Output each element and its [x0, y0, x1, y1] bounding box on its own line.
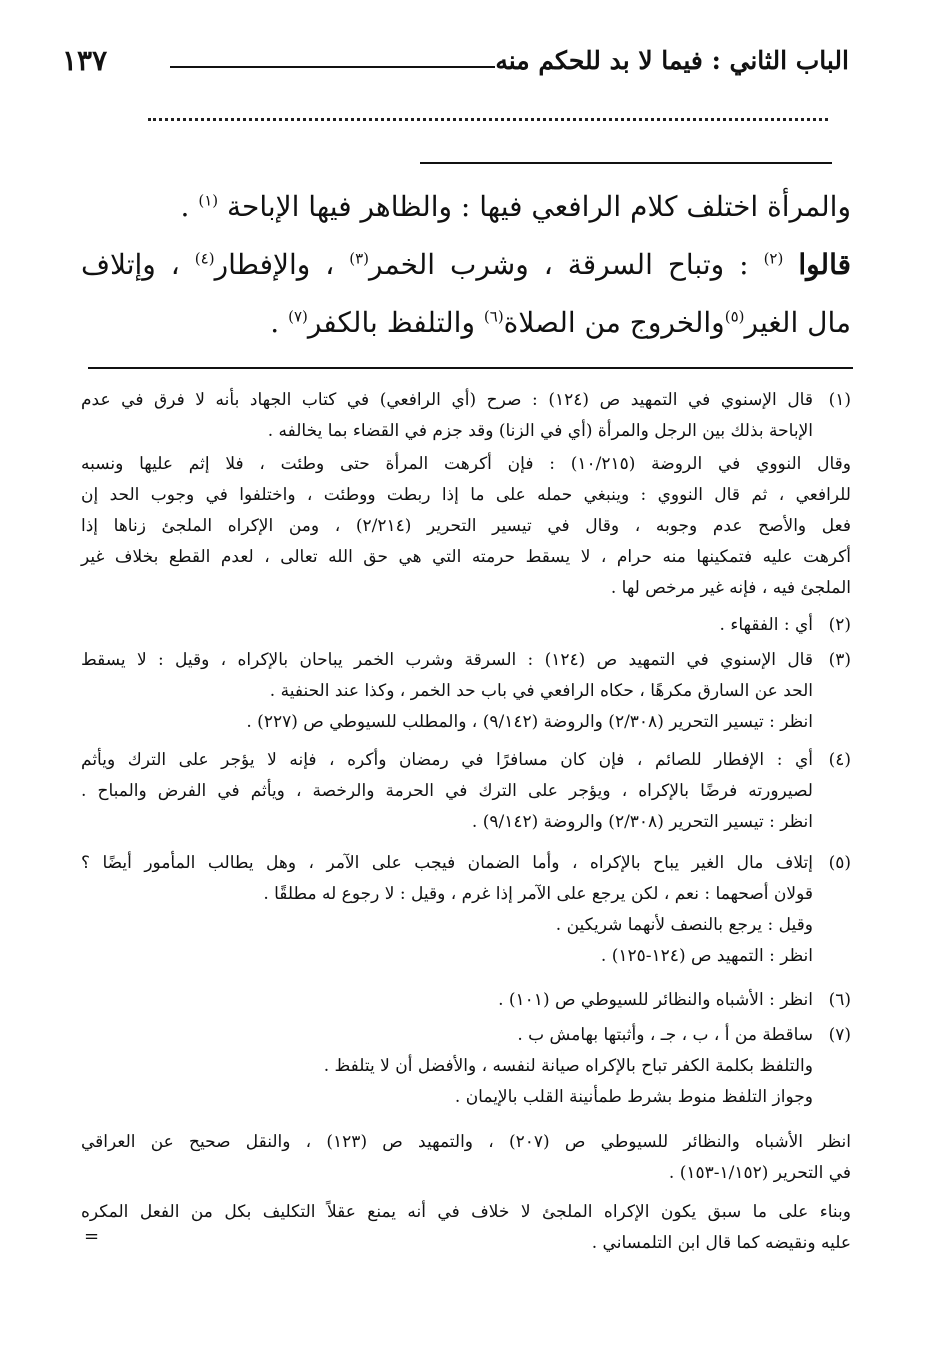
footnote-2-line-1: [81, 610, 851, 641]
main-line-3-end: .: [270, 306, 280, 339]
footnote-4-text-1: أي : الإفطار للصائم ، فإن كان مسافرًا في رمضان وأكره ، فإنه لا يؤجر على الترك ويأثم: [81, 750, 813, 770]
main-line-2-c: ، والإفطار: [214, 248, 335, 281]
footnote-1: [81, 385, 851, 447]
footnote-7-line-7: عليه ونقيضه كما قال ابن التلمساني .: [591, 1233, 851, 1253]
footnote-1-line-3: وقال النووي في الروضة (١٠/٢١٥) : فإن أكرهت المرأة حتى وطئت ، فلا إثم عليها ونسبه: [81, 454, 851, 474]
footnote-7-conclusion: [81, 1197, 851, 1259]
footnote-2-number: (٢): [828, 615, 851, 635]
footnote-ref-2: (٢): [763, 249, 784, 268]
footnote-5-line-3: وقيل : يرجع بالنصف لأنهما شريكين .: [555, 915, 813, 935]
main-line-1-text: والمرأة اختلف كلام الرافعي فيها : والظاهر فيها الإباحة: [227, 190, 851, 223]
footnote-ref-3: (٣): [349, 249, 369, 268]
footnote-6-line-1: [81, 985, 851, 1016]
footnote-5-line-1: [81, 848, 851, 879]
footnote-7-line-2: والتلفظ بكلمة الكفر تباح بالإكراه صيانة لنفسه ، والأفضل أن لا يتلفظ .: [323, 1056, 813, 1076]
chapter-title: الباب الثاني : فيما لا بد للحكم منه: [495, 46, 849, 75]
footnote-7-line-4: انظر الأشباه والنظائر للسيوطي ص (٢٠٧) ، والتمهيد ص (١٢٣) ، والنقل صحيح عن العراقي: [81, 1132, 851, 1152]
footnote-6: [81, 985, 851, 1016]
footnote-1-number: (١): [828, 390, 851, 410]
footnote-1-line-2: الإباحة بذلك بين الرجل والمرأة (أي في الزنا) وقد جزم في القضاء بما يخالفه .: [267, 421, 813, 441]
footnote-1-text-1: قال الإسنوي في التمهيد ص (١٢٤) : صرح (أي الرافعي) في كتاب الجهاد بأنه لا فرق في عدم: [81, 390, 813, 410]
main-line-1: [81, 178, 851, 236]
footnote-4-line-3: انظر : تيسير التحرير (٢/٣٠٨) والروضة (٩/١٤٢) .: [471, 812, 813, 832]
main-line-2: [81, 236, 851, 294]
footnote-ref-6: (٦): [483, 307, 504, 326]
footnote-2: [81, 610, 851, 641]
footnote-ref-7: (٧): [288, 307, 308, 326]
footnote-7-line-5: في التحرير (١/١٥٢-١٥٣) .: [668, 1163, 851, 1183]
footnote-3-text-1: قال الإسنوي في التمهيد ص (١٢٤) : السرقة وشرب الخمر يباحان بالإكراه ، وقيل : لا يسقط: [81, 650, 813, 670]
footnote-5-text-1: إتلاف مال الغير يباح بالإكراه ، وأما الضمان فيجب على الآمر ، وهل يطالب المأمور أيضًا ؟: [81, 853, 813, 873]
main-line-2-d: ، وإتلاف: [81, 248, 180, 281]
footnote-7-line-1: [81, 1020, 851, 1051]
footnote-7-line-6: وبناء على ما سبق يكون الإكراه الملجئ لا خلاف في أنه يمنع عقلاً التكليف بكل من الفعل المكره: [81, 1202, 851, 1222]
footnote-4-line-1: [81, 745, 851, 776]
main-line-1-end: .: [180, 190, 190, 223]
footnote-1-continued: [81, 449, 851, 604]
footnote-5-line-4: انظر : التمهيد ص (١٢٤-١٢٥) .: [600, 946, 813, 966]
footnote-1-line-7: الملجئ فيه ، فإنه غير مرخص لها .: [610, 578, 851, 598]
footnote-ref-1: (١): [198, 191, 219, 210]
footnote-7-number: (٧): [828, 1025, 851, 1045]
footnote-3-line-2: الحد عن السارق مكرهًا ، حكاه الرافعي في باب حد الخمر ، وكذا عند الحنفية .: [269, 681, 813, 701]
footnote-1-line-6: أكرهت عليه فتمكينها منه حرام ، لا يسقط حرمته التي هي حق الله تعالى ، لعدم القطع بخلاف غير: [81, 547, 851, 567]
main-line-2-start: قالوا: [798, 248, 852, 281]
footnote-1-line-1: [81, 385, 851, 416]
footnote-7: [81, 1020, 851, 1113]
footnote-6-number: (٦): [828, 990, 851, 1010]
footnote-7-text-1: ساقطة من أ ، ب ، جـ ، وأثبتها بهامش ب .: [517, 1025, 813, 1045]
footnote-5-line-2: قولان أصحهما : نعم ، لكن يرجع على الآمر إذا غرم ، وقيل : لا رجوع له مطلقًا .: [263, 884, 813, 904]
main-line-3: [81, 294, 851, 352]
main-text: [81, 178, 851, 352]
footnote-3-line-1: [81, 645, 851, 676]
footnote-2-text-1: أي : الفقهاء .: [719, 615, 813, 635]
footnote-ref-5: (٥): [724, 307, 745, 326]
footnote-5: [81, 848, 851, 972]
main-line-3-b: والخروج من الصلاة: [503, 306, 725, 339]
footnote-7-continued: [81, 1127, 851, 1189]
footnote-4-line-2: لصيرورته فرضًا بالإكراه ، ويؤجر على الترك في الحرمة والرخصة ، ويأثم في الفرض والمباح .: [81, 781, 813, 801]
dotted-separator: [148, 118, 828, 121]
continuation-mark: =: [84, 1226, 100, 1247]
footnote-separator: [88, 367, 853, 369]
footnote-3-line-3: انظر : تيسير التحرير (٢/٣٠٨) والروضة (٩/١٤٢) ، والمطلب للسيوطي ص (٢٢٧) .: [246, 712, 813, 732]
footnote-1-line-4: للرافعي ، ثم قال النووي : وينبغي حمله على ما إذا ربطت ووطئت ، واختلفوا في وجوب الحد إن: [81, 485, 851, 505]
main-line-3-c: والتلفظ بالكفر: [307, 306, 475, 339]
footnote-7-line-3: وجواز التلفظ منوط بشرط طمأنينة القلب بالإيمان .: [454, 1087, 813, 1107]
main-line-2-b: : وتباح السرقة ، وشرب الخمر: [369, 248, 749, 281]
main-line-3-a: مال الغير: [744, 306, 851, 339]
footnote-ref-4: (٤): [194, 249, 215, 268]
footnote-3-number: (٣): [828, 650, 851, 670]
page-number: ١٣٧: [62, 44, 108, 77]
footnote-5-number: (٥): [828, 853, 851, 873]
header-rule: [170, 66, 495, 68]
footnote-3: [81, 645, 851, 738]
top-rule: [420, 162, 832, 164]
footnote-1-line-5: فعل والأصح عدم وجوبه ، وقال في تيسير التحرير (٢/٢١٤) ، ومن الإكراه الملجئ زناها إذا: [81, 516, 851, 536]
footnote-6-text-1: انظر : الأشباه والنظائر للسيوطي ص (١٠١) .: [498, 990, 813, 1010]
footnote-4: [81, 745, 851, 838]
footnote-4-number: (٤): [828, 750, 851, 770]
